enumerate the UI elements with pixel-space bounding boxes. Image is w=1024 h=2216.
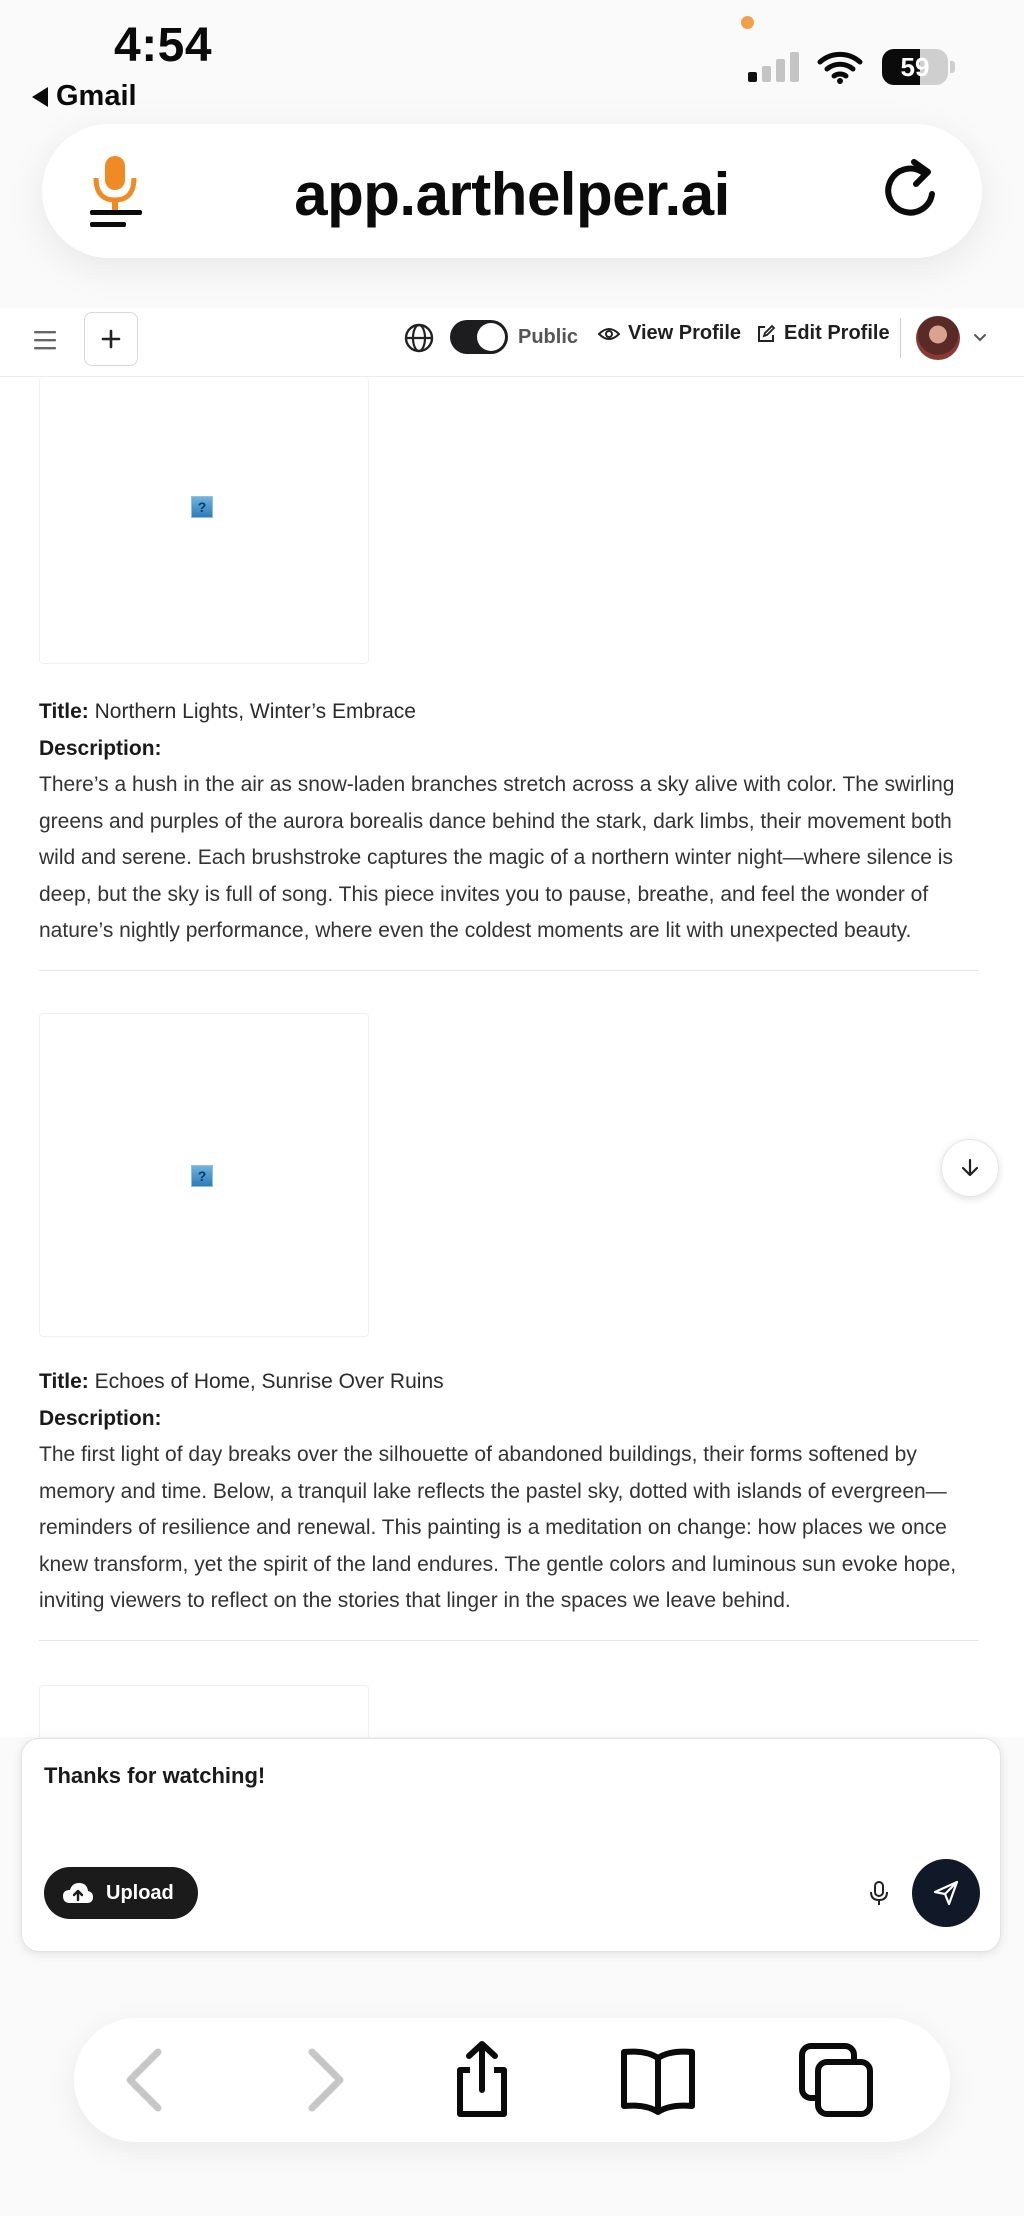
artwork-title: Echoes of Home, Sunrise Over Ruins <box>94 1370 444 1393</box>
arrow-down-icon <box>959 1157 981 1179</box>
cloud-upload-icon <box>62 1881 94 1905</box>
artwork-meta <box>39 693 979 950</box>
edit-icon <box>756 324 776 344</box>
toolbar-divider <box>900 318 901 358</box>
artwork-image[interactable] <box>39 1685 369 1737</box>
title-label: Title: <box>39 700 89 723</box>
artwork-meta <box>39 1363 979 1620</box>
message-input[interactable]: Thanks for watching! <box>44 1763 266 1788</box>
artwork-title: Northern Lights, Winter’s Embrace <box>94 700 416 723</box>
cellular-signal-icon <box>748 52 800 84</box>
public-label: Public <box>518 326 579 348</box>
battery-tip <box>950 61 955 73</box>
forward-chevron-icon[interactable] <box>282 2040 362 2120</box>
edit-profile-label: Edit Profile <box>784 322 890 344</box>
app-toolbar <box>0 308 1024 377</box>
send-icon <box>931 1878 961 1908</box>
scroll-to-bottom-button[interactable] <box>941 1139 999 1197</box>
card-divider <box>39 970 979 971</box>
artwork-feed <box>0 377 1024 1737</box>
artwork-description: There’s a hush in the air as snow-laden branches stretch across a sky alive with color. The swirling greens and purples of the aurora borealis dance behind the stark, dark limbs, their movement both wild and serene. Each brushstroke captures the magic of a northern winter night—where silence is deep, but the sky is full of song. This piece invites you to pause, breathe, and feel the wonder of nature’s nightly performance, where even the coldest moments are lit with unexpected beauty. <box>39 773 955 943</box>
artwork-image[interactable] <box>39 1013 369 1337</box>
status-time: 4:54 <box>114 19 213 72</box>
url-text[interactable]: app.arthelper.ai <box>294 161 730 228</box>
battery-level: 59 <box>900 52 930 82</box>
mic-in-use-indicator <box>741 16 754 29</box>
upload-label: Upload <box>106 1881 174 1904</box>
back-to-app-link[interactable] <box>32 80 137 113</box>
send-button[interactable] <box>912 1859 980 1927</box>
card-divider <box>39 1640 979 1641</box>
tabs-icon[interactable] <box>796 2040 876 2120</box>
chat-composer[interactable] <box>21 1738 1001 1952</box>
view-profile-button[interactable] <box>598 322 741 345</box>
battery-indicator <box>882 49 948 85</box>
browser-toolbar <box>74 2018 950 2142</box>
microphone-icon[interactable] <box>865 1879 893 1907</box>
plus-icon <box>100 328 122 350</box>
user-avatar[interactable] <box>916 316 960 360</box>
back-chevron-icon[interactable] <box>108 2040 188 2120</box>
globe-icon <box>403 322 435 354</box>
back-app-label: Gmail <box>56 80 137 112</box>
artwork-description: The first light of day breaks over the silhouette of abandoned buildings, their forms softened by memory and time. Below, a tranquil lake reflects the pastel sky, dotted with islands of evergreen—reminders of resilience and renewal. This painting is a meditation on change: how places we once knew transform, yet the spirit of the land endures. The gentle colors and luminous sun evoke hope, inviting viewers to reflect on the stories that linger in the spaces we leave behind. <box>39 1443 957 1613</box>
public-toggle[interactable] <box>450 320 508 354</box>
wifi-icon <box>817 50 863 84</box>
share-icon[interactable] <box>442 2040 522 2120</box>
view-profile-label: View Profile <box>628 322 742 344</box>
artwork-image[interactable] <box>39 377 369 664</box>
title-label: Title: <box>39 1370 89 1393</box>
description-label: Description: <box>39 737 162 760</box>
broken-image-icon: ? <box>191 1165 213 1187</box>
reload-icon[interactable] <box>878 154 948 224</box>
edit-profile-button[interactable] <box>756 322 890 345</box>
eye-icon <box>598 326 620 342</box>
hamburger-menu-icon[interactable] <box>32 328 60 352</box>
chevron-down-icon[interactable] <box>972 330 988 346</box>
artwork-title-row <box>39 1363 979 1400</box>
artwork-title-row <box>39 693 979 730</box>
new-item-button[interactable] <box>84 312 138 366</box>
back-triangle-icon <box>32 87 48 107</box>
description-label: Description: <box>39 1407 162 1430</box>
broken-image-icon: ? <box>191 496 213 518</box>
bookmarks-icon[interactable] <box>618 2040 698 2120</box>
upload-button[interactable] <box>44 1867 198 1919</box>
address-bar[interactable] <box>42 124 982 258</box>
